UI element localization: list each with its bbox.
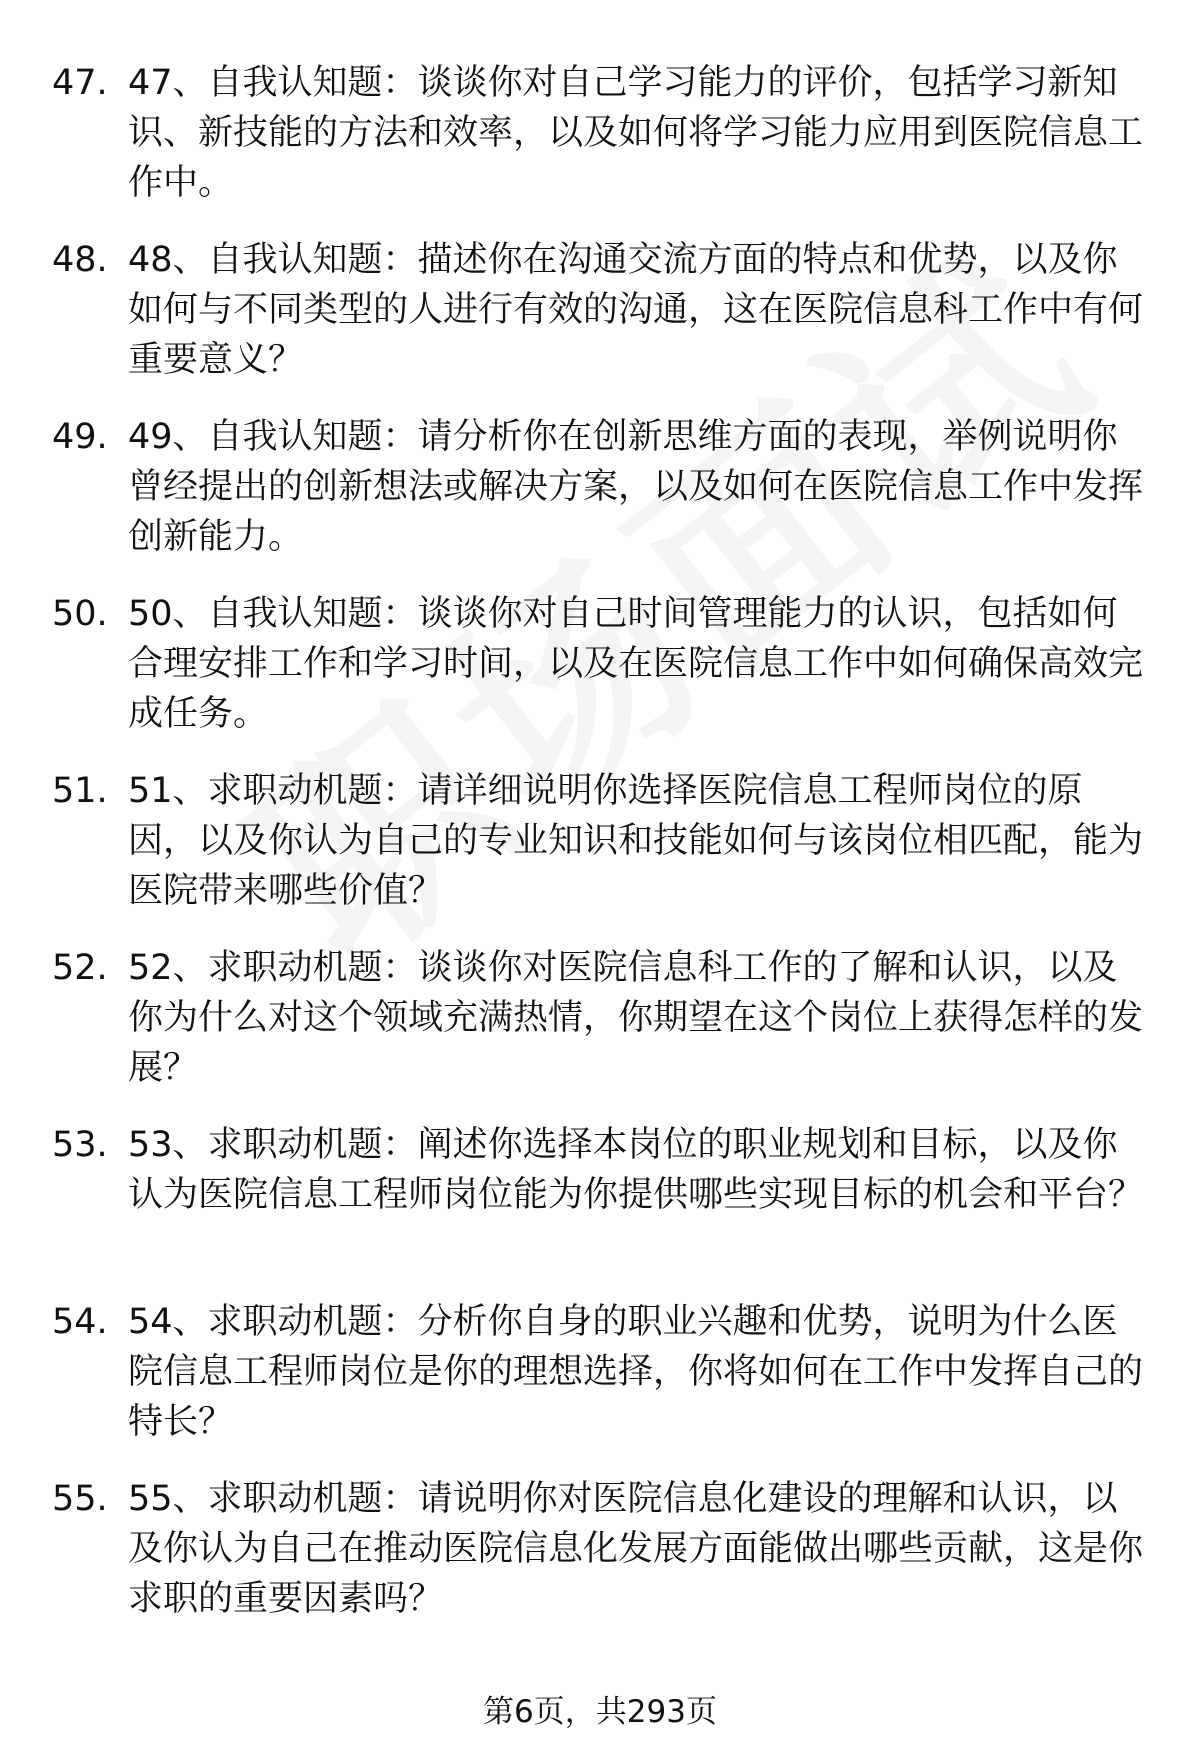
question-number: 54. (52, 1302, 108, 1342)
question-item-50 (0, 589, 1200, 766)
question-text: 48、自我认知题：描述你在沟通交流方面的特点和优势，以及你如何与不同类型的人进行有效的沟通，这在医院信息科工作中有何重要意义？ (128, 240, 1144, 380)
question-text: 51、求职动机题：请详细说明你选择医院信息工程师岗位的原因，以及你认为自己的专业知识和技能如何与该岗位相匹配，能为医院带来哪些价值？ (128, 771, 1144, 911)
question-item-49 (0, 412, 1200, 589)
question-number: 55. (52, 1479, 108, 1519)
question-item-47 (0, 58, 1200, 235)
question-text: 52、求职动机题：谈谈你对医院信息科工作的了解和认识，以及你为什么对这个领域充满热情，你期望在这个岗位上获得怎样的发展？ (128, 948, 1144, 1088)
question-text: 49、自我认知题：请分析你在创新思维方面的表现，举例说明你曾经提出的创新想法或解决方案，以及如何在医院信息工作中发挥创新能力。 (128, 417, 1144, 557)
question-number: 49. (52, 417, 108, 457)
question-item-48 (0, 235, 1200, 412)
page-indicator: 第6页，共293页 (483, 1694, 717, 1730)
question-number: 48. (52, 240, 108, 280)
question-number: 50. (52, 594, 108, 634)
question-number: 52. (52, 948, 108, 988)
question-item-54 (0, 1297, 1200, 1474)
question-text: 50、自我认知题：谈谈你对自己时间管理能力的认识，包括如何合理安排工作和学习时间，以及在医院信息工作中如何确保高效完成任务。 (128, 594, 1144, 734)
question-text: 47、自我认知题：谈谈你对自己学习能力的评价，包括学习新知识、新技能的方法和效率，以及如何将学习能力应用到医院信息工作中。 (128, 63, 1144, 203)
question-item-53 (0, 1120, 1200, 1297)
question-item-52 (0, 943, 1200, 1120)
question-number: 53. (52, 1125, 108, 1165)
question-text: 53、求职动机题：阐述你选择本岗位的职业规划和目标，以及你认为医院信息工程师岗位能为你提供哪些实现目标的机会和平台？ (128, 1125, 1144, 1215)
question-list (0, 58, 1200, 1651)
question-item-51 (0, 766, 1200, 943)
question-number: 51. (52, 771, 108, 811)
question-item-55 (0, 1474, 1200, 1651)
question-text: 55、求职动机题：请说明你对医院信息化建设的理解和认识，以及你认为自己在推动医院信息化发展方面能做出哪些贡献，这是你求职的重要因素吗？ (128, 1479, 1144, 1619)
question-number: 47. (52, 63, 108, 103)
question-text: 54、求职动机题：分析你自身的职业兴趣和优势，说明为什么医院信息工程师岗位是你的理想选择，你将如何在工作中发挥自己的特长？ (128, 1302, 1144, 1442)
